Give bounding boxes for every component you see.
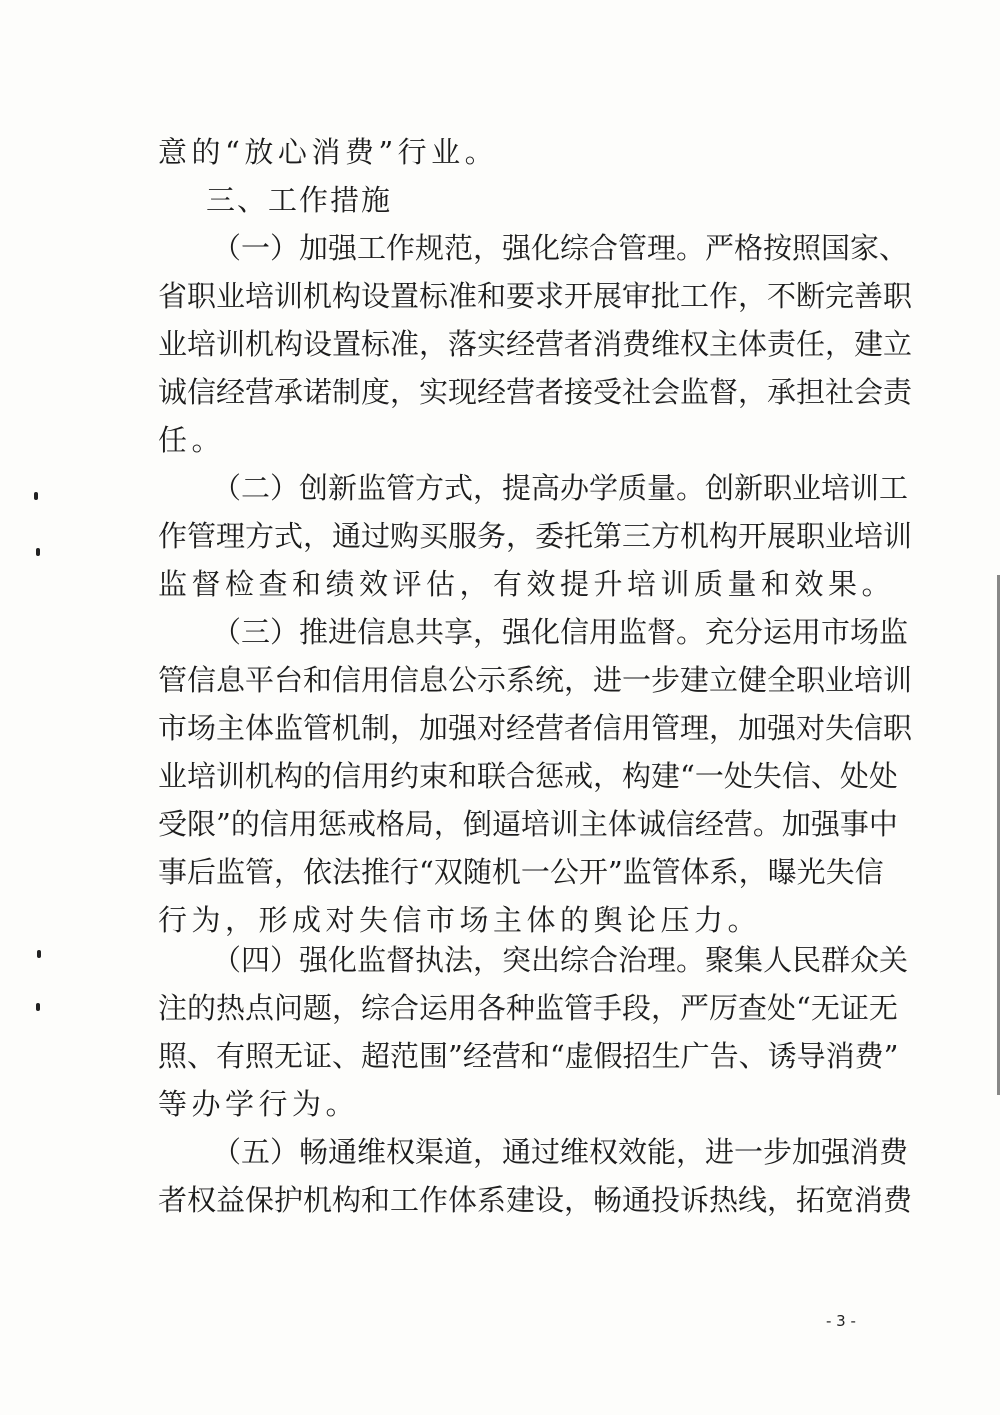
paragraph-line: （三）推进信息共享，强化信用监督。充分运用市场监 (212, 615, 909, 649)
paragraph-line: 省职业培训机构设置标准和要求开展审批工作，不断完善职 (158, 279, 913, 313)
paragraph-line: 者权益保护机构和工作体系建设，畅通投诉热线，拓宽消费 (158, 1183, 913, 1217)
paragraph-line: 监督检查和绩效评估，有效提升培训质量和效果。 (158, 567, 896, 601)
paragraph-line: 受限”的信用惩戒格局，倒逼培训主体诚信经营。加强事中 (158, 807, 898, 841)
paragraph-line: 照、有照无证、超范围”经营和“虚假招生广告、诱导消费” (158, 1039, 899, 1073)
paragraph-line: 等办学行为。 (158, 1087, 360, 1121)
paragraph-line: 行为，形成对失信市场主体的舆论压力。 (158, 903, 762, 937)
paragraph-line: 业培训机构设置标准，落实经营者消费维权主体责任，建立 (158, 327, 913, 361)
paragraph-line: （二）创新监管方式，提高办学质量。创新职业培训工 (212, 471, 909, 505)
scan-mark (36, 548, 40, 556)
scan-mark (37, 950, 41, 958)
paragraph-line: （一）加强工作规范，强化综合管理。严格按照国家、 (212, 231, 909, 265)
paragraph-line: 作管理方式，通过购买服务，委托第三方机构开展职业培训 (158, 519, 913, 553)
paragraph-line: 业培训机构的信用约束和联合惩戒，构建“一处失信、处处 (158, 759, 898, 793)
paragraph-line: 市场主体监管机制，加强对经营者信用管理，加强对失信职 (158, 711, 913, 745)
section-heading: 三、工作措施 (206, 183, 393, 217)
paragraph-line: （五）畅通维权渠道，通过维权效能，进一步加强消费 (212, 1135, 909, 1169)
paragraph-line: 事后监管，依法推行“双随机一公开”监管体系，曝光失信 (158, 855, 884, 889)
paragraph-line: 注的热点问题，综合运用各种监管手段，严厉查处“无证无 (158, 991, 898, 1025)
paragraph-line: （四）强化监督执法，突出综合治理。聚集人民群众关 (212, 943, 909, 977)
paragraph-line: 任。 (158, 423, 226, 457)
scan-mark (34, 492, 38, 500)
paragraph-line: 意的“放心消费”行业。 (158, 135, 499, 169)
scan-mark (36, 1003, 40, 1011)
paragraph-line: 诚信经营承诺制度，实现经营者接受社会监督，承担社会责 (158, 375, 913, 409)
page-number: - 3 - (826, 1312, 856, 1330)
paragraph-line: 管信息平台和信用信息公示系统，进一步建立健全职业培训 (158, 663, 913, 697)
